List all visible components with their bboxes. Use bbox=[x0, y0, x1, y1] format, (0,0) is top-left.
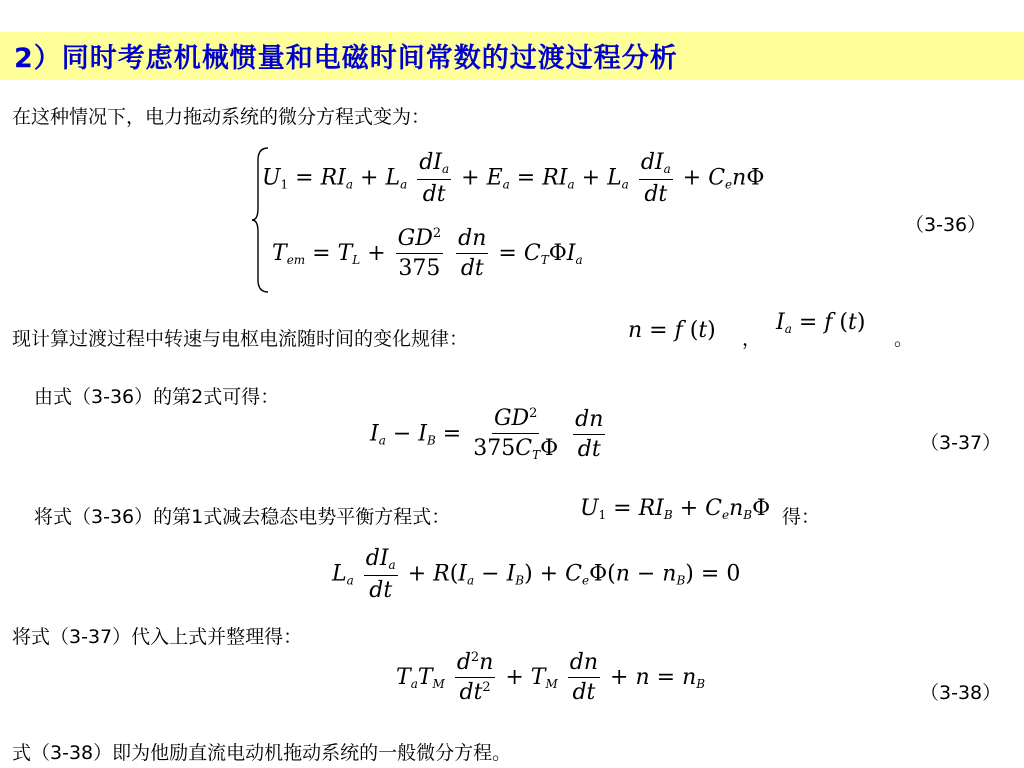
from-eq2-text: 由式（3-36）的第2式可得： bbox=[34, 386, 280, 408]
law-text: 现计算过渡过程中转速与电枢电流随时间的变化规律： bbox=[12, 328, 469, 350]
substitute-text: 将式（3-37）代入上式并整理得： bbox=[12, 626, 303, 648]
steady-state-equation: $U_1 = RI_B + C_en_B\Phi$ bbox=[580, 496, 771, 522]
subtract-text: 将式（3-36）的第1式减去稳态电势平衡方程式： bbox=[34, 506, 451, 528]
intro-text: 在这种情况下，电力拖动系统的微分方程式变为： bbox=[12, 106, 431, 128]
law-period: 。 bbox=[894, 328, 914, 350]
speed-function: n = f (t) bbox=[628, 318, 716, 343]
equation-number-3-38: （3-38） bbox=[920, 682, 1002, 704]
equation-3-38: $T_aT_M$ $\frac{d^2n}{dt^2}$ + $T_M$ $\frac{dn}{dt}$ + $n = n_B$ bbox=[396, 650, 706, 706]
equation-torque: $T_{em} = T_L$ + $\frac{GD^2}{375}$ $\frac{dn}{dt}$ = $C_T\Phi I_a$ bbox=[272, 226, 583, 282]
conclusion-text: 式（3-38）即为他励直流电动机拖动系统的一般微分方程。 bbox=[12, 742, 512, 764]
equation-difference: $L_a$ $\frac{dI_a}{dt}$ + $R(I_a - I_B) + C_e\Phi(n - n_B) = 0$ bbox=[332, 546, 741, 603]
law-comma: ， bbox=[742, 328, 762, 350]
section-title: 2）同时考虑机械惯量和电磁时间常数的过渡过程分析 bbox=[14, 43, 678, 74]
obtain-text: 得： bbox=[782, 506, 821, 528]
current-function: $I_a = f$ (t) bbox=[776, 310, 866, 336]
equation-number-3-36: （3-36） bbox=[905, 214, 987, 236]
equation-number-3-37: （3-37） bbox=[920, 432, 1002, 454]
equation-voltage: $U_1 = RI_a + L_a$ $\frac{dI_a}{dt}$ + $E_a = RI_a + L_a$ $\frac{dI_a}{dt}$ + $C_en\Phi$ bbox=[262, 150, 765, 207]
equation-3-37: $I_a - I_B$ = $\frac{GD^2}{375C_T\Phi}$ $\frac{dn}{dt}$ bbox=[370, 406, 604, 463]
